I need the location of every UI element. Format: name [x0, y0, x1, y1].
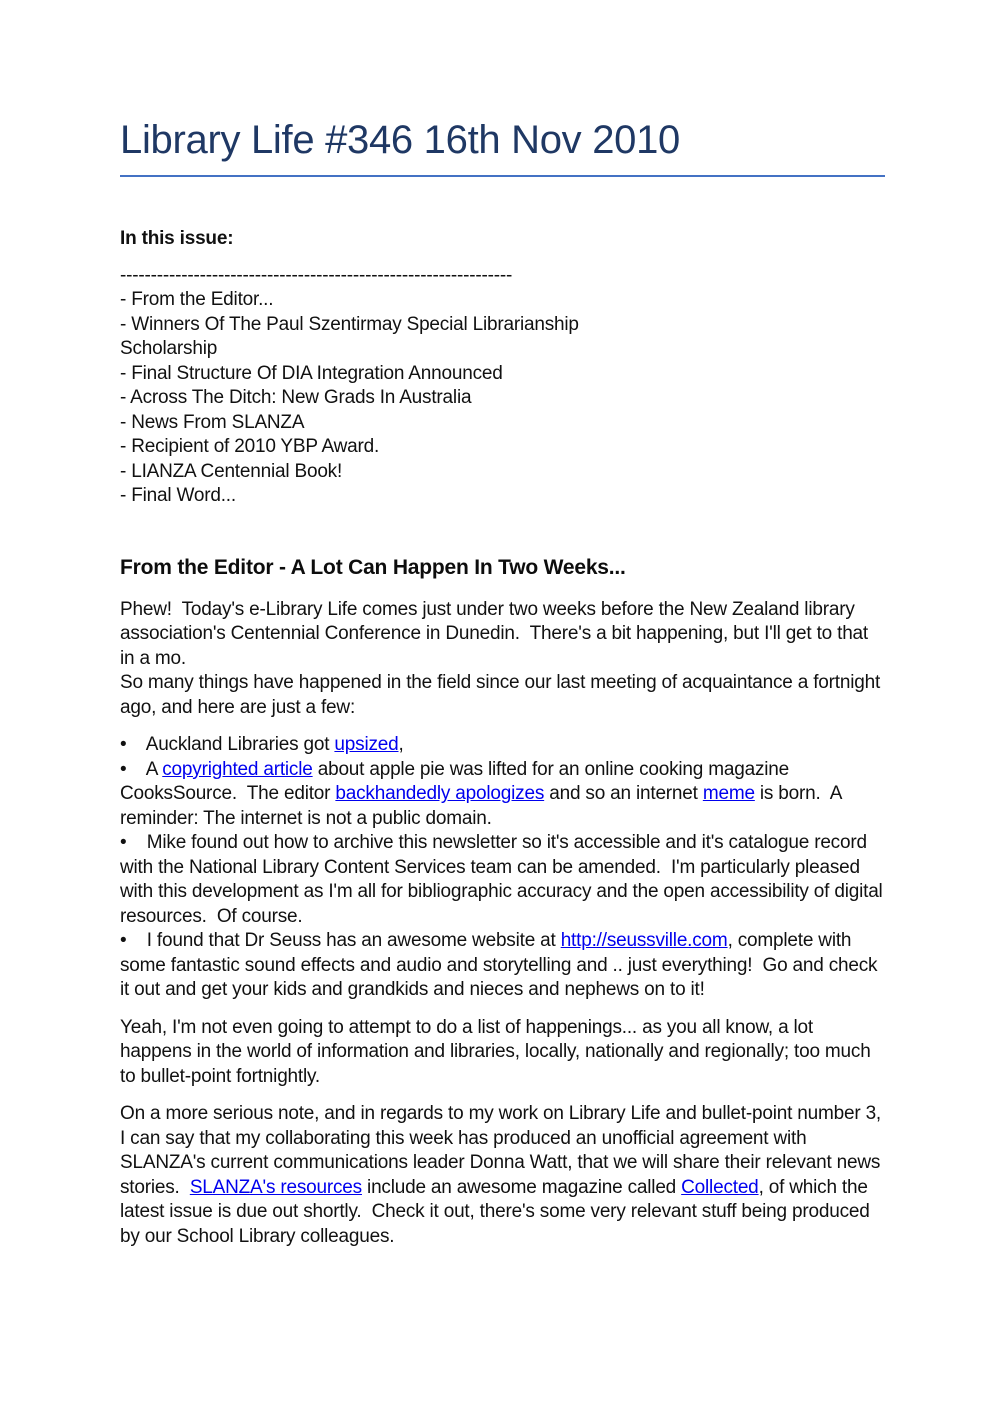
text-run: , of which the latest issue is due out shortly. Check it out, there's some very relevant stuff being produced by our School Library colleagues. [120, 1176, 875, 1247]
inline-link[interactable]: upsized [334, 734, 399, 756]
toc-item: - Winners Of The Paul Szentirmay Special Librarianship [120, 313, 579, 335]
text-run: • I found that Dr Seuss has an awesome website at [120, 930, 561, 952]
text-run: include an awesome magazine called [361, 1176, 682, 1198]
toc-section [120, 227, 885, 509]
inline-link[interactable]: SLANZA's resources [189, 1176, 362, 1198]
editor-section-heading: From the Editor - A Lot Can Happen In Two Weeks... [120, 555, 626, 579]
toc-item: - LIANZA Centennial Book! [120, 460, 343, 482]
editor-paragraph-1 [120, 598, 885, 672]
text-run: , [398, 734, 404, 756]
text-run: about apple pie was lifted for an online cooking magazine CooksSource. The editor [120, 758, 795, 805]
text-run: , complete with some fantastic sound effects and audio and storytelling and .. just everything! Go and check it out and get your kids and grandkids and nieces and nephews on to it! [120, 930, 883, 1001]
toc-item: - Final Structure Of DIA Integration Announced [120, 362, 503, 384]
inline-link[interactable]: meme [702, 783, 755, 805]
text-run: • Mike found out how to archive this newsletter so it's accessible and it's catalogue record with the National Library Content Services team can be amended. I'm particularly pleased with this development as I'm all for bibliographic accuracy and the open accessibility of digital resources. Of course. [120, 832, 888, 927]
bullet-item-seuss [120, 929, 885, 1003]
toc-item: - News From SLANZA [120, 411, 305, 433]
bullet-item-copyright [120, 758, 885, 832]
editor-paragraph-3 [120, 1016, 885, 1090]
text-run: • A [120, 758, 163, 780]
text-run: On a more serious note, and in regards to my work on Library Life and bullet-point number 3, I can say that my collaborating this week has produced an unofficial agreement with SLANZA's current communications leader Donna Watt, that we will share their relevant news stories. [120, 1103, 887, 1198]
toc-item: - Recipient of 2010 YBP Award. [120, 436, 380, 457]
text-run: • Auckland Libraries got [120, 734, 335, 756]
text-run: Phew! Today's e-Library Life comes just under two weeks before the New Zealand library association's Centennial Conference in Dunedin. There's a bit happening, but I'll get to that in a mo. [120, 598, 874, 669]
toc-list [120, 288, 885, 509]
text-run: is born. A reminder: The internet is not a public domain. [120, 783, 847, 829]
inline-link[interactable]: copyrighted article [162, 758, 313, 780]
toc-item: Scholarship [120, 338, 218, 359]
bullet-list [120, 733, 888, 1003]
inline-link[interactable]: Collected [681, 1176, 759, 1198]
bullet-item-auckland [120, 733, 885, 758]
text-run: and so an internet [544, 783, 703, 805]
editor-paragraph-2 [120, 671, 885, 720]
inline-link[interactable]: backhandedly apologizes [335, 783, 545, 805]
toc-item: - From the Editor... [120, 289, 274, 310]
toc-item: - Across The Ditch: New Grads In Australia [120, 387, 472, 408]
page-title: Library Life #346 16th Nov 2010 [120, 117, 885, 177]
toc-divider: ---------------------------------------------------------------- [120, 264, 513, 286]
toc-heading: In this issue: [120, 228, 234, 249]
text-run: Yeah, I'm not even going to attempt to do a list of happenings... as you all know, a lot happens in the world of information and libraries, locally, nationally and regionally; too much to bullet-point fortnightly. [120, 1016, 876, 1087]
text-run: So many things have happened in the field since our last meeting of acquaintance a fortnight ago, and here are just a few: [120, 672, 886, 718]
toc-item: - Final Word... [120, 485, 236, 506]
editor-section [120, 555, 888, 1250]
bullet-item-archive [120, 831, 888, 929]
editor-paragraph-4 [120, 1102, 885, 1249]
inline-link[interactable]: http://seussville.com [560, 930, 728, 952]
